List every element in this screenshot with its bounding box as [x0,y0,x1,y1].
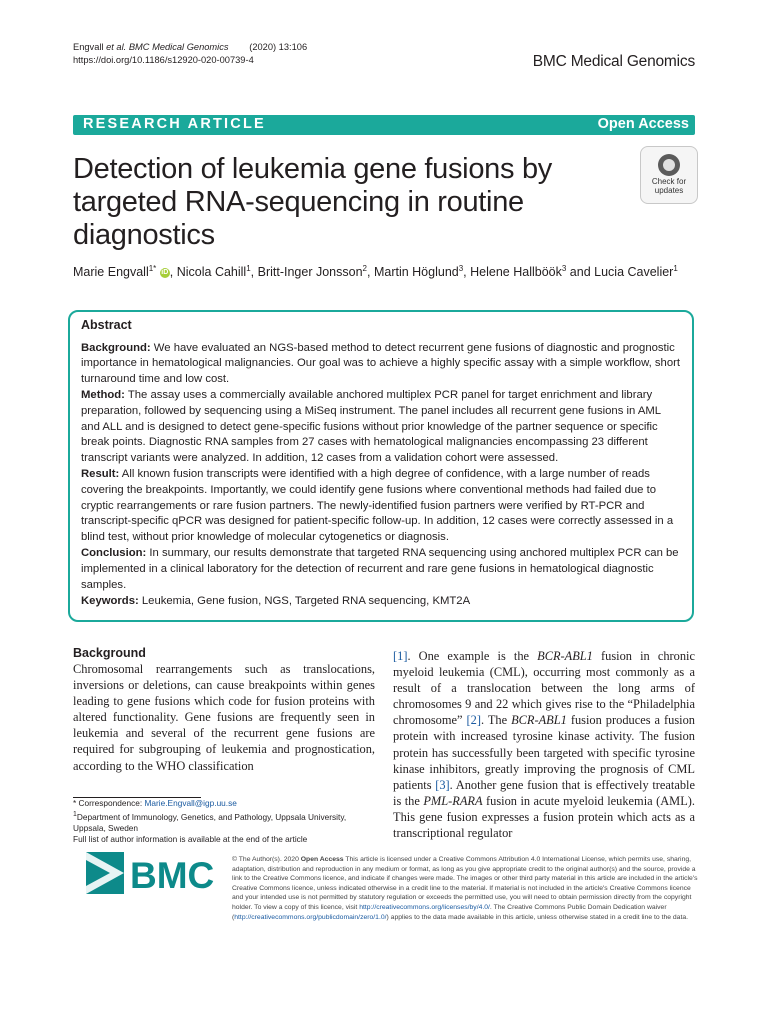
body-text: fusion in chronic myeloid leukemia (CML), occurring most commonly as a result of a translocation between the long arms of chromosomes 9 and 22 which gives rise to the “Philadelphia chromosome” [393,649,695,728]
abstract-conclusion [81,546,681,593]
license-text [232,855,702,922]
abstract-result [81,467,681,545]
license-open-access: Open Access [300,856,344,863]
citation-ref-2[interactable]: [2] [466,713,481,728]
affiliation-text: Department of Immunology, Genetics, and Pathology, Uppsala University, Uppsala, Sweden [73,811,347,833]
journal-name: BMC Medical Genomics [532,53,695,70]
citation-ref-3[interactable]: [3] [435,777,450,792]
doi-link[interactable]: https://doi.org/10.1186/s12920-020-00739-4 [73,55,254,65]
affiliation-sup: 1 [73,811,77,818]
author-name: Martin Höglund [373,265,459,280]
license-link-by[interactable]: http://creativecommons.org/licenses/by/4.0/ [359,903,490,911]
body-text: . Another gene fusion that is effectively treatable is the [393,777,695,808]
license-body: ) applies to the data made available in this article, unless otherwise stated in a credit line to the data. [386,913,689,921]
author-list: Marie Engvall$^{1*}$ iD , Nicola Cahill$^1$, Britt-Inger Jonsson$^2$, Martin Höglund$^3$, Helene Hallböök$^3$ and Lucia Cavelier$^1$ [73,264,678,280]
article-title: Detection of leukemia gene fusions by targeted RNA-sequencing in routine diagnostics [73,153,552,251]
abstract-box [68,310,694,622]
author-affiliation: 1* [148,264,157,273]
author-name: Lucia Cavelier [594,265,674,280]
bmc-logo-text: BMC [130,855,214,894]
abstract-keywords [81,594,681,610]
citation-journal: et al. BMC Medical Genomics [106,42,229,52]
abstract-conclusion-label: Conclusion: [81,547,147,560]
author-affiliation: 3 [458,264,464,273]
license-copyright: © The Author(s). 2020 [232,856,301,863]
orcid-icon[interactable]: iD [161,268,169,276]
author-name: Marie Engvall [73,265,149,280]
license-body: . The Creative Commons Public Domain Dedication waiver ( [232,903,667,921]
author-affiliation: 2 [362,264,367,273]
abstract-method-label: Method: [81,389,125,402]
gene-name: BCR-ABL1 [537,649,593,663]
abstract-method-text: The assay uses a commercially available anchored multiplex PCR panel for target enrichment and library preparation, followed by sequencing using a MiSeq instrument. The panel includes all recurrent gene fusions in AML and ALL and is designed to detect gene-specific fusions without prior knowledge of the partner sequence or specific break points. Diagnostic RNA samples from 27 cases with hematological malignancies encompassing 23 different transcript variants were analyzed. In addition, 12 cases from a validation cohort were assessed. [81,389,661,464]
citation-authors: Engvall [73,42,104,52]
check-for-updates-line1: Check for [651,177,687,186]
citation-header [73,41,307,67]
abstract-background-text: We have evaluated an NGS-based method to detect recurrent gene fusions of diagnostic and prognostic importance in hematological malignancies. Our goal was to achieve a highly specific assay with a simple workflow, short turnaround time and low cost. [81,341,681,385]
correspondence-label: * Correspondence: [73,798,145,808]
abstract-method [81,388,681,466]
body-text: fusion in acute myeloid leukemia (AML). This gene fusion expresses a fusion protein which acts as a transcriptional regulator [393,793,695,841]
author-affiliation: 1 [673,264,678,273]
citation-year: (2020) 13:106 [249,42,308,52]
gene-name: PML-RARA [423,793,483,808]
author-conjunction: and [569,265,591,280]
body-column-right [393,648,695,841]
correspondence-email[interactable]: Marie.Engvall@igp.uu.se [144,798,237,808]
footnotes [73,798,373,845]
author-affiliation: 3 [561,264,567,273]
abstract-result-text: All known fusion transcripts were identified with a high degree of confidence, with a large number of reads covering the breakpoints. Importantly, we could identify gene fusions where conventional methods had failed due to cryptic rearrangements or rare fusion partners. The newly-identified fusion partners were verified by RT-PCR and transcript-specific qPCR was designed for patient-specific follow-up. In addition, 12 cases were correctly assessed in a blind test, without prior knowledge of molecular cytogenetics or diagnosis. [81,468,674,543]
body-text: fusion produces a fusion protein with increased tyrosine kinase activity. The fusion protein has successfully been targeted with specific tyrosine kinase inhibitors, greatly improving the prognosis of CML patients [393,713,695,792]
check-for-updates-icon [658,154,680,176]
abstract-heading: Abstract [81,318,132,332]
open-access-label: Open Access [597,116,689,132]
check-for-updates-line2: updates [654,185,684,195]
abstract-background-label: Background: [81,341,151,354]
check-for-updates-badge[interactable] [640,146,698,204]
license-link-zero[interactable]: http://creativecommons.org/publicdomain/zero/1.0/ [234,913,387,921]
author-name: Britt-Inger Jonsson [257,265,363,280]
citation-ref-1[interactable]: [1] [393,649,408,663]
body-text: . The [480,713,512,728]
gene-name: BCR-ABL1 [511,713,567,728]
article-type-banner [73,115,695,135]
abstract-keywords-text: Leukemia, Gene fusion, NGS, Targeted RNA sequencing, KMT2A [138,595,471,608]
abstract-conclusion-text: In summary, our results demonstrate that targeted RNA sequencing using anchored multiplex PCR can be implemented in a clinical laboratory for the detection of recurrent and rare gene fusions in hematological diagnostic samples. [81,547,679,591]
abstract-background [81,341,681,388]
license-body: This article is licensed under a Creative Commons Attribution 4.0 International License, which permits use, sharing, adaptation, distribution and reproduction in any medium or format, as long as you give appropriate credit to the original author(s) and the source, provide a link to the Creative Commons licence, and indicate if changes were made. The images or other third party material in this article are included in the article's Creative Commons licence, unless indicated otherwise in a credit line to the material. If material is not included in the article's Creative Commons licence and your intended use is not permitted by statutory regulation or exceeds the permitted use, you will need to obtain permission directly from the copyright holder. To view a copy of this licence, visit [232,856,698,911]
author-name: Nicola Cahill [176,265,247,280]
article-type-label: RESEARCH ARTICLE [83,116,266,132]
section-heading-background: Background [73,646,146,660]
body-paragraph: Chromosomal rearrangements such as translocations, inversions or deletions, can cause breakpoints within genes leading to gene fusions which code for fusion proteins with altered functionality. Gene fusions are frequently seen in leukemia and several of the recurrent gene fusions are required for subgrouping of leukemia and prognostication, according to the WHO classification [73,662,375,773]
body-column-left [73,645,375,774]
bmc-logo [86,852,214,894]
body-text: . One example is the [407,649,538,663]
abstract-result-label: Result: [81,468,120,481]
abstract-keywords-label: Keywords: [81,595,139,608]
full-list-note: Full list of author information is available at the end of the article [73,833,308,844]
author-name: Helene Hallböök [470,265,562,280]
author-affiliation: 1 [246,264,251,273]
